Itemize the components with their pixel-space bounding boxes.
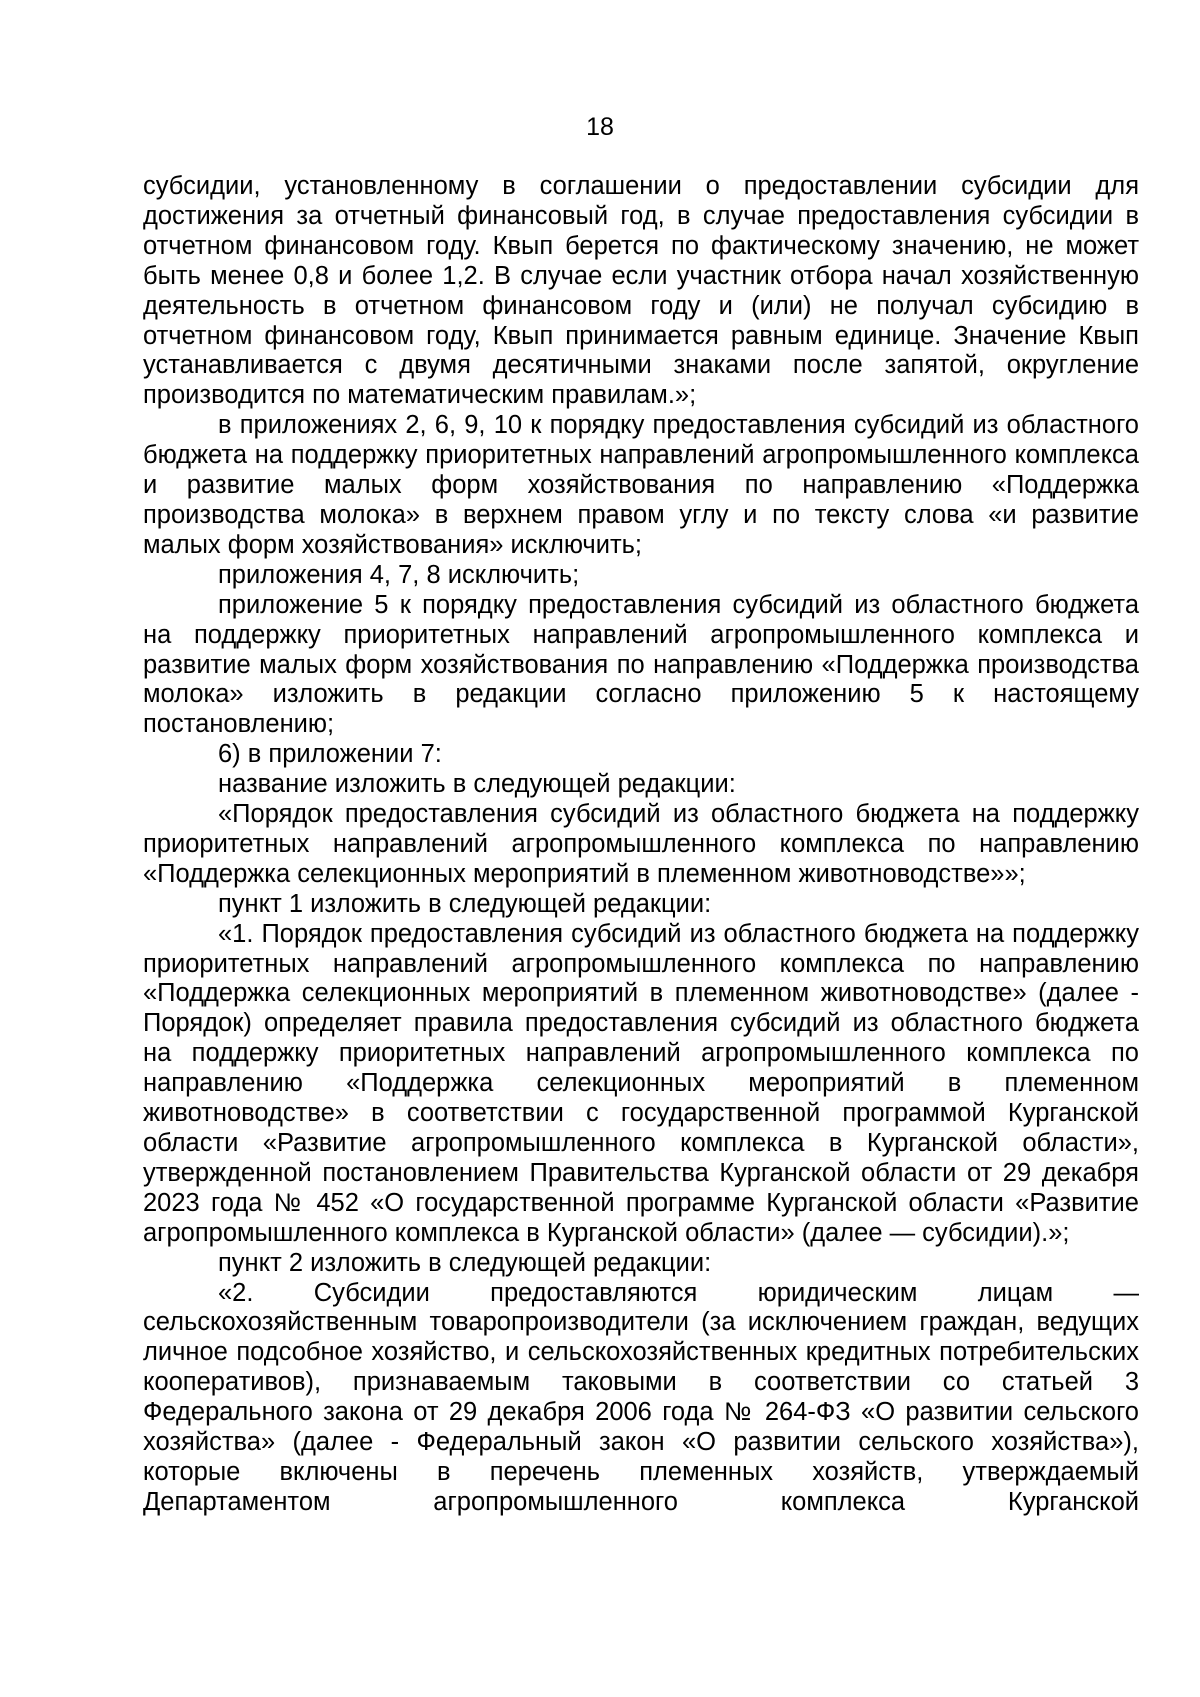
- paragraph-appendices-4-7-8: приложения 4, 7, 8 исключить;: [218, 560, 580, 589]
- paragraph-clause-2-instruction: пункт 2 изложить в следующей редакции:: [218, 1248, 712, 1277]
- document-body: [143, 172, 1139, 1518]
- page-number: 18: [586, 113, 614, 141]
- paragraph-new-title: «Порядок предоставления субсидий из областного бюджета на поддержку приоритетных направлений агропромышленного комплекса по направлению «Поддержка селекционных мероприятий в племенном животноводстве»»;: [143, 800, 1139, 888]
- paragraph-clause-1-text: «1. Порядок предоставления субсидий из областного бюджета на поддержку приоритетных направлений агропромышленного комплекса по направлению «Поддержка селекционных мероприятий в племенном животноводстве» (далее - Порядок) определяет правила предоставления субсидий из областного бюджета на поддержку приоритетных направлений агропромышленного комплекса по направлению «Поддержка селекционных мероприятий в племенном животноводстве» в соответствии с государственной программой Курганской области «Развитие агропромышленного комплекса в Курганской области», утвержденной постановлением Правительства Курганской области от 29 декабря 2023 года № 452 «О государственной программе Курганской области «Развитие агропромышленного комплекса в Курганской области» (далее — субсидии).»;: [143, 919, 1139, 1247]
- paragraph-clause-1-instruction: пункт 1 изложить в следующей редакции:: [218, 889, 712, 918]
- paragraph-continuation: субсидии, установленному в соглашении о предоставлении субсидии для достижения за отчетный финансовый год, в случае предоставления субсидии в отчетном финансовом году. Квып берется по фактическому значению, не может быть менее 0,8 и более 1,2. В случае если участник отбора начал хозяйственную деятельность в отчетном финансовом году и (или) не получал субсидию в отчетном финансовом году, Квып принимается равным единице. Значение Квып устанавливается с двумя десятичными знаками после запятой, округление производится по математическим правилам.»;: [143, 172, 1139, 410]
- paragraph-appendices-2-6-9-10: в приложениях 2, 6, 9, 10 к порядку предоставления субсидий из областного бюджета на поддержку приоритетных направлений агропромышленного комплекса и развитие малых форм хозяйствования по направлению «Поддержка производства молока» в верхнем правом углу и по тексту слова «и развитие малых форм хозяйствования» исключить;: [143, 411, 1139, 559]
- paragraph-appendix-5: приложение 5 к порядку предоставления субсидий из областного бюджета на поддержку приоритетных направлений агропромышленного комплекса и развитие малых форм хозяйствования по направлению «Поддержка производства молока» изложить в редакции согласно приложению 5 к настоящему постановлению;: [143, 590, 1139, 739]
- paragraph-clause-2-text: «2. Субсидии предоставляются юридическим лицам — сельскохозяйственным товаропроизводители (за исключением граждан, ведущих личное подсобное хозяйство, и сельскохозяйственных кредитных потребительских кооперативов), признаваемым таковыми в соответствии со статьей 3 Федерального закона от 29 декабря 2006 года № 264-ФЗ «О развитии сельского хозяйства» (далее - Федеральный закон «О развитии сельского хозяйства»), которые включены в перечень племенных хозяйств, утверждаемый Департаментом агропромышленного комплекса Курганской: [143, 1278, 1139, 1516]
- paragraph-title-instruction: название изложить в следующей редакции:: [218, 770, 736, 799]
- paragraph-item-6: 6) в приложении 7:: [218, 740, 442, 769]
